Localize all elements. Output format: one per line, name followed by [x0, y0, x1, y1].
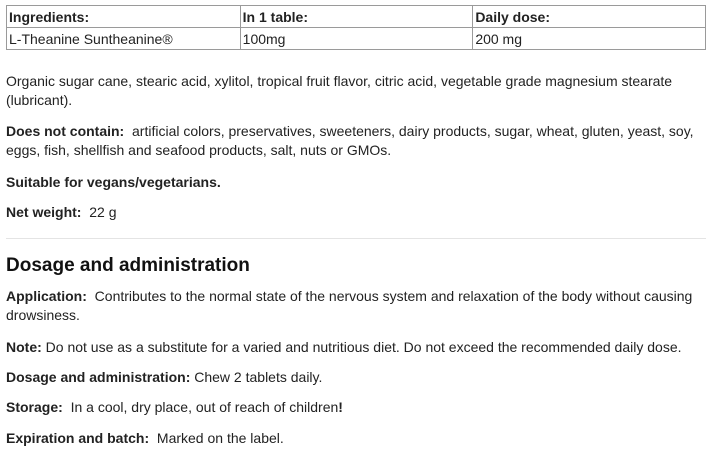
ingredients-table — [6, 5, 706, 50]
cell-per-tablet: 100mg — [240, 28, 473, 50]
does-not-contain — [6, 122, 706, 160]
net-weight-label: Net weight: — [6, 204, 82, 220]
header-per-tablet: In 1 table: — [240, 6, 473, 28]
note-text: Do not use as a substitute for a varied and nutritious diet. Do not exceed the recommended daily dose. — [45, 339, 682, 355]
cell-daily-dose: 200 mg — [473, 28, 706, 50]
storage — [6, 398, 706, 417]
header-daily-dose: Daily dose: — [473, 6, 706, 28]
header-ingredients: Ingredients: — [7, 6, 241, 28]
section-divider — [6, 238, 706, 239]
storage-emphasis: ! — [338, 399, 343, 415]
does-not-contain-text: artificial colors, preservatives, sweeteners, dairy products, sugar, wheat, gluten, yeast, soy, eggs, fish, shellfish and seafood products, salt, nuts or GMOs. — [6, 123, 694, 158]
expiration-batch — [6, 429, 706, 448]
dosage — [6, 368, 706, 387]
application-label: Application: — [6, 288, 87, 304]
dosage-text: Chew 2 tablets daily. — [194, 369, 323, 385]
application-text: Contributes to the normal state of the nervous system and relaxation of the body without causing drowsiness. — [6, 288, 693, 323]
cell-ingredient-name: L-Theanine Suntheanine® — [7, 28, 241, 50]
suitability-text: Suitable for vegans/vegetarians. — [6, 174, 221, 190]
table-row — [7, 28, 706, 50]
does-not-contain-label: Does not contain: — [6, 123, 125, 139]
dosage-heading: Dosage and administration — [6, 255, 250, 276]
dosage-label: Dosage and administration: — [6, 369, 191, 385]
storage-label: Storage: — [6, 399, 63, 415]
expiration-text: Marked on the label. — [156, 430, 284, 446]
net-weight — [6, 203, 706, 222]
net-weight-value: 22 g — [89, 204, 117, 220]
note-label: Note: — [6, 339, 42, 355]
excipients-text: Organic sugar cane, stearic acid, xylitol, tropical fruit flavor, citric acid, vegetable grade magnesium stearate (lubricant). — [6, 73, 673, 108]
ingredients-table-header-row — [7, 6, 706, 28]
note — [6, 338, 706, 357]
expiration-label: Expiration and batch: — [6, 430, 150, 446]
storage-text: In a cool, dry place, out of reach of children — [70, 399, 339, 415]
application — [6, 287, 706, 325]
product-details — [6, 5, 706, 446]
